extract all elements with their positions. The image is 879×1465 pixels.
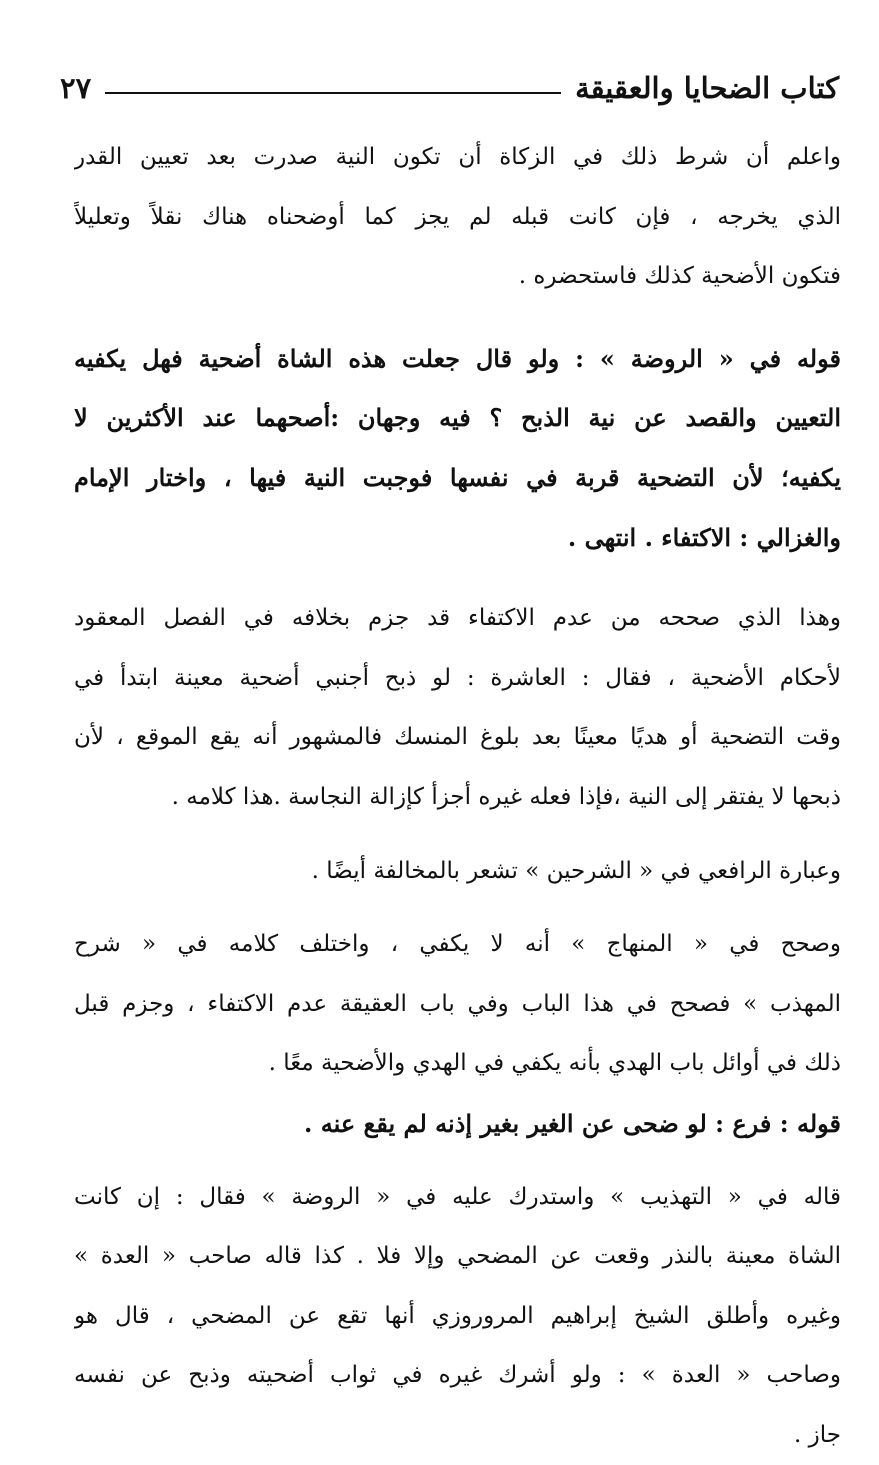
text-line: فتكون الأضحية كذلك فاستحضره .	[74, 247, 841, 307]
text-line: وصحح في « المنهاج » أنه لا يكفي ، واختلف كلامه في « شرح	[74, 915, 841, 975]
text-line: وهذا الذي صححه من عدم الاكتفاء قد جزم بخلافه في الفصل المعقود	[74, 589, 841, 649]
text-line: قوله في « الروضة » : ولو قال جعلت هذه الشاة أضحية فهل يكفيه	[74, 329, 841, 389]
running-header	[60, 64, 839, 112]
paragraph-7	[74, 1168, 841, 1465]
header-rule	[105, 92, 561, 94]
text-line: قوله : فرع : لو ضحى عن الغير بغير إذنه لم يقع عنه .	[74, 1094, 841, 1154]
paragraph-5	[74, 915, 841, 1094]
text-line: وغيره وأطلق الشيخ إبراهيم المروروزي أنها تقع عن المضحي ، قال هو	[74, 1287, 841, 1347]
text-line: التعيين والقصد عن نية الذبح ؟ فيه وجهان :أصحهما عند الأكثرين لا	[74, 388, 841, 448]
text-line: الذي يخرجه ، فإن كانت قبله لم يجز كما أوضحناه هناك نقلاً وتعليلاً	[74, 188, 841, 248]
page-body	[74, 128, 841, 1465]
paragraph-4	[74, 842, 841, 902]
text-line: الشاة معينة بالنذر وقعت عن المضحي وإلا فلا . كذا قاله صاحب « العدة »	[74, 1227, 841, 1287]
text-line: وعبارة الرافعي في « الشرحين » تشعر بالمخالفة أيضًا .	[74, 842, 841, 902]
text-line: وقت التضحية أو هديًا معينًا بعد بلوغ المنسك فالمشهور أنه يقع الموقع ، لأن	[74, 708, 841, 768]
text-line: ذبحها لا يفتقر إلى النية ،فإذا فعله غيره أجزأ كإزالة النجاسة .هذا كلامه .	[74, 768, 841, 828]
text-line: لأحكام الأضحية ، فقال : العاشرة : لو ذبح أجنبي أضحية معينة ابتدأ في	[74, 649, 841, 709]
text-line: جاز .	[74, 1406, 841, 1465]
text-line: قاله في « التهذيب » واستدرك عليه في « الروضة » فقال : إن كانت	[74, 1168, 841, 1228]
header-title: كتاب الضحايا والعقيقة	[575, 71, 839, 105]
text-line: ذلك في أوائل باب الهدي بأنه يكفي في الهدي والأضحية معًا .	[74, 1034, 841, 1094]
text-line: واعلم أن شرط ذلك في الزكاة أن تكون النية صدرت بعد تعيين القدر	[74, 128, 841, 188]
page-number: ٢٧	[60, 71, 91, 105]
text-line: وصاحب « العدة » : ولو أشرك غيره في ثواب أضحيته وذبح عن نفسه	[74, 1346, 841, 1406]
paragraph-2	[74, 329, 841, 567]
text-line: يكفيه؛ لأن التضحية قربة في نفسها فوجبت النية فيها ، واختار الإمام	[74, 448, 841, 508]
text-line: المهذب » فصحح في هذا الباب وفي باب العقيقة عدم الاكتفاء ، وجزم قبل	[74, 975, 841, 1035]
paragraph-6	[74, 1094, 841, 1154]
paragraph-3	[74, 589, 841, 827]
paragraph-1	[74, 128, 841, 307]
text-line: والغزالي : الاكتفاء . انتهى .	[74, 508, 841, 568]
